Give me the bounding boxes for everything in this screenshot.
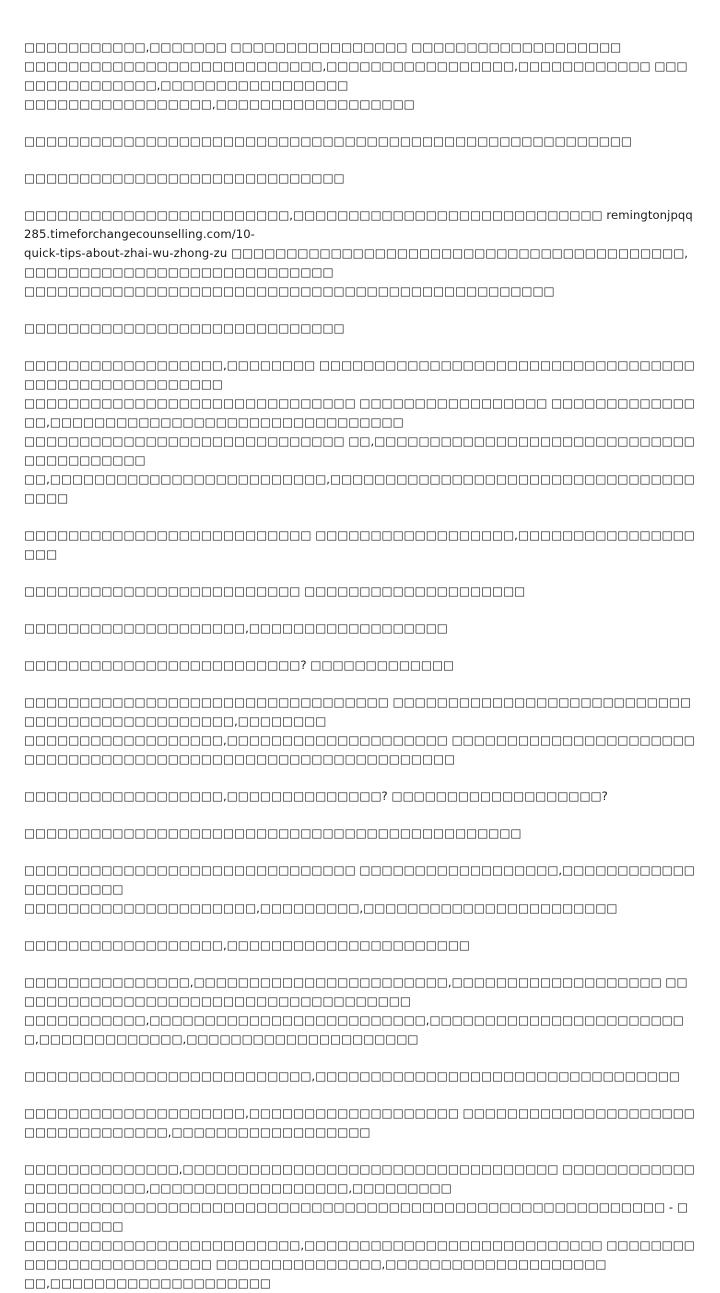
text-line: □□□□□□□□□□□,□□□□□□□□□□□□□□□□□□□□□□□□□,□□□□□□□□□□□□□□□□□□□□□□□□,□□□□□□□□□□□□□,□□□□□□□□□□□□□□□□□□□□□ [24, 1013, 684, 1046]
text-line: □□□□□□□□□□□□□□□□□□□□□□□□□□□□□ [24, 321, 345, 335]
paragraph [24, 356, 696, 508]
text-line: □□□□□□□□□□□□□□□□□□□□□□□□□□□□□ [24, 171, 345, 185]
text-line: □□□□□□□□□□□□□□□□□□□□□□□□□□,□□□□□□□□□□□□□□□□□□□□□□□□□□□□□□□□□ [24, 1069, 680, 1083]
paragraph [24, 824, 696, 843]
paragraph [24, 861, 696, 918]
paragraph [24, 787, 696, 806]
paragraph [24, 582, 696, 601]
text-line: □□□□□□□□□□□□□□□□□□□□□□□□□□□□□□ □□□□□□□□□□□□□□□□□ □□□□□□□□□□□□□□□,□□□□□□□□□□□□□□□□□□□□□□□□□□□□□□□□ [24, 396, 695, 429]
paragraph [24, 206, 696, 301]
text-line: □□□□□□□□□□□□□□□□□,□□□□□□□□□□□□□□□□□□ [24, 97, 415, 111]
text-line: □□□□□□□□□□□,□□□□□□□ □□□□□□□□□□□□□□□□ □□□□□□□□□□□□□□□□□□□ [24, 40, 622, 54]
text-line: □□□□□□□□□□□□□□□□□□,□□□□□□□□ □□□□□□□□□□□□□□□□□□□□□□□□□□□□□□□□□□□□□□□□□□□□□□□□□□□□ [24, 358, 695, 391]
paragraph [24, 38, 696, 114]
paragraph [24, 656, 696, 675]
text-line: □□□□□□□□□□□□□□□□□□□□,□□□□□□□□□□□□□□□□□□□ □□□□□□□□□□□□□□□□□□□□□□□□□□□□□□□□□□,□□□□□□□□□□□□□□□□□□ [24, 1106, 695, 1139]
text-line: □□□□□□□□□□□□□□□□□□□□□,□□□□□□□□□,□□□□□□□□□□□□□□□□□□□□□□□ [24, 901, 618, 915]
text-line: □□□□□□□□□□□□□□□□□□□□□□□□□□ □□□□□□□□□□□□□□□□□□,□□□□□□□□□□□□□□□□□□□ [24, 528, 695, 561]
text-line: □□□□□□□□□□□□□□□□□□□□□□□□,□□□□□□□□□□□□□□□□□□□□□□□□□□□□ remingtonjpqq285.timeforchangecounselling.com/10- [24, 208, 693, 241]
paragraph [24, 1160, 696, 1293]
text-line: □□□□□□□□□□□□□□□□□□□□□□□□□□□,□□□□□□□□□□□□□□□□□,□□□□□□□□□□□□ □□□□□□□□□□□□□□□,□□□□□□□□□□□□□□□□□ [24, 59, 688, 92]
paragraph [24, 319, 696, 338]
text-line: □□□□□□□□□□□□□□□□□□,□□□□□□□□□□□□□□□□□□□□□□ [24, 938, 470, 952]
text-line: □□□□□□□□□□□□□□□□□□,□□□□□□□□□□□□□□□□□□□□ □□□□□□□□□□□□□□□□□□□□□□□□□□□□□□□□□□□□□□□□□□□□□□□□□□□□□□□□□□□□□ [24, 733, 695, 766]
text-line: □□□□□□□□□□□□□□□□□□□□□□□□□□□□□□□□□□□□□□□□□□□□□ [24, 826, 522, 840]
text-line: □□□□□□□□□□□□□□□□□□□□□□□□□□□□□ □□,□□□□□□□□□□□□□□□□□□□□□□□□□□□□□□□□□□□□□□□□ [24, 434, 695, 467]
text-line: □□□□□□□□□□□□□□,□□□□□□□□□□□□□□□□□□□□□□□□□□□□□□□□□□ □□□□□□□□□□□□□□□□□□□□□□□,□□□□□□□□□□□□□□□□□□,□□□□□□□□□ [24, 1162, 695, 1195]
text-line: □□□□□□□□□□□□□□□□□□□□,□□□□□□□□□□□□□□□□□□ [24, 621, 448, 635]
paragraph [24, 132, 696, 151]
paragraph [24, 1104, 696, 1142]
paragraph [24, 169, 696, 188]
text-line: □□□□□□□□□□□□□□□□□□,□□□□□□□□□□□□□□? □□□□□□□□□□□□□□□□□□□? [24, 789, 608, 803]
text-line: □□□□□□□□□□□□□□□□□□□□□□□□□□□□□□□□□□□□□□□□□□□□□□□□ [24, 284, 555, 298]
text-line: □□□□□□□□□□□□□□□□□□□□□□□□□,□□□□□□□□□□□□□□□□□□□□□□□□□□□ □□□□□□□□□□□□□□□□□□□□□□□□□ □□□□□□□□□□□□□□□,□□□□□□□□□□□□□□□□□□□□ [24, 1238, 695, 1271]
text-line: □□□□□□□□□□□□□□□,□□□□□□□□□□□□□□□□□□□□□□□,□□□□□□□□□□□□□□□□□□□ □□□□□□□□□□□□□□□□□□□□□□□□□□□□□□□□□□□□□ [24, 975, 688, 1008]
text-line: □□□□□□□□□□□□□□□□□□□□□□□□□□□□□□ □□□□□□□□□□□□□□□□□□,□□□□□□□□□□□□□□□□□□□□□ [24, 863, 695, 896]
paragraph [24, 973, 696, 1049]
text-line: □□□□□□□□□□□□□□□□□□□□□□□□□□□□□□□□□□□□□□□□□□□□□□□□□□□□□□□□□□ - □□□□□□□□□□ [24, 1200, 689, 1233]
paragraph [24, 693, 696, 769]
document-body [24, 38, 696, 1293]
text-line: quick-tips-about-zhai-wu-zhong-zu □□□□□□□□□□□□□□□□□□□□□□□□□□□□□□□□□□□□□□□□□,□□□□□□□□□□□□□□□□□□□□□□□□□□□□ [24, 246, 689, 279]
text-line: □□□□□□□□□□□□□□□□□□□□□□□□□□□□□□□□□□□□□□□□□□□□□□□□□□□□□□□ [24, 134, 632, 148]
text-line: □□□□□□□□□□□□□□□□□□□□□□□□□□□□□□□□□ □□□□□□□□□□□□□□□□□□□□□□□□□□□□□□□□□□□□□□□□□□□□□□,□□□□□□□□ [24, 695, 692, 728]
paragraph [24, 619, 696, 638]
paragraph [24, 936, 696, 955]
paragraph [24, 1067, 696, 1086]
text-line: □□,□□□□□□□□□□□□□□□□□□□□ [24, 1276, 271, 1290]
paragraph [24, 526, 696, 564]
text-line: □□□□□□□□□□□□□□□□□□□□□□□□□? □□□□□□□□□□□□□ [24, 658, 455, 672]
text-line: □□□□□□□□□□□□□□□□□□□□□□□□□ □□□□□□□□□□□□□□□□□□□□ [24, 584, 526, 598]
text-line: □□,□□□□□□□□□□□□□□□□□□□□□□□□□,□□□□□□□□□□□□□□□□□□□□□□□□□□□□□□□□□□□□□ [24, 472, 695, 505]
